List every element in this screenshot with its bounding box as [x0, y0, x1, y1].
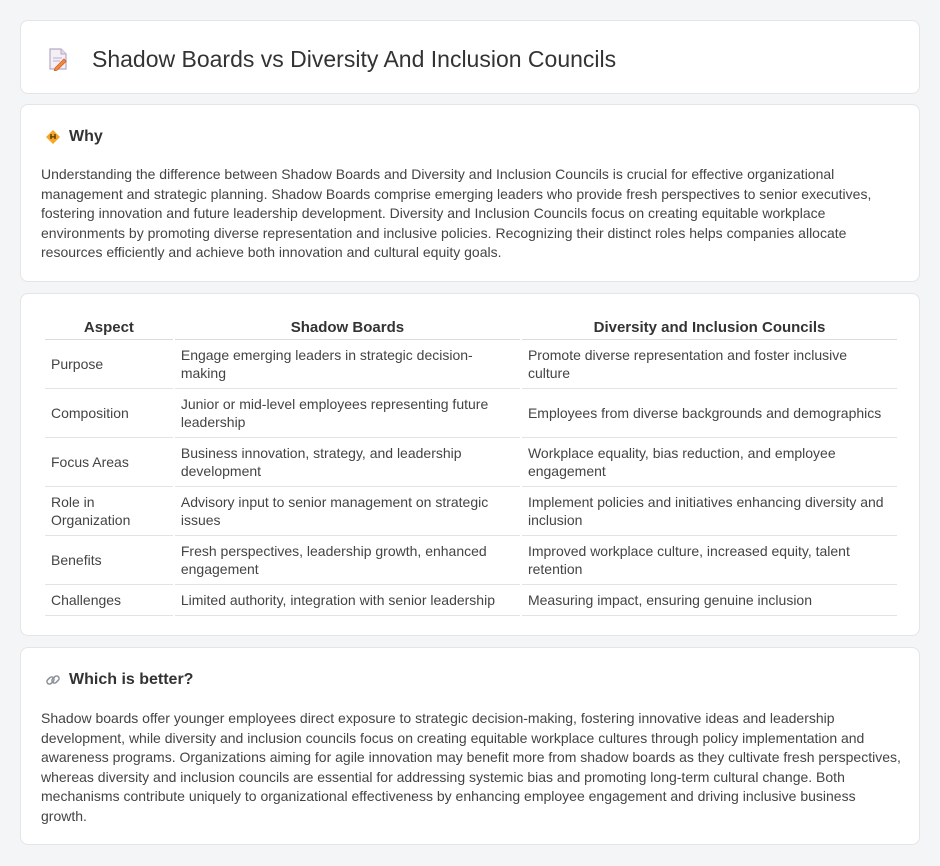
why-heading: Why — [69, 128, 103, 145]
row-di-councils: Measuring impact, ensuring genuine inclusion — [522, 585, 897, 616]
row-di-councils: Implement policies and initiatives enhancing diversity and inclusion — [522, 487, 897, 536]
better-heading: Which is better? — [69, 671, 194, 688]
table-row — [45, 340, 897, 389]
row-shadow-boards: Junior or mid-level employees representing future leadership — [175, 389, 520, 438]
row-aspect: Benefits — [45, 536, 173, 585]
comparison-table — [43, 316, 899, 616]
diamond-warning-icon — [45, 129, 61, 145]
row-shadow-boards: Advisory input to senior management on strategic issues — [175, 487, 520, 536]
column-header-aspect: Aspect — [45, 316, 173, 340]
why-heading-row — [45, 127, 103, 147]
table-row — [45, 487, 897, 536]
link-icon — [45, 672, 61, 688]
why-section — [20, 104, 920, 282]
why-body: Understanding the difference between Shadow Boards and Diversity and Inclusion Councils is crucial for effective organizational management and strategic planning. Shadow Boards comprise emerging leaders who provide fresh perspectives to senior executives, fostering innovation and future leadership development. Diversity and Inclusion Councils focus on creating equitable workplace environments by promoting diverse representation and inclusive policies. Recognizing their distinct roles helps companies allocate resources efficiently and achieve both innovation and cultural equity goals. — [41, 166, 872, 260]
document-pencil-icon — [47, 47, 69, 71]
page-title: Shadow Boards vs Diversity And Inclusion Councils — [92, 46, 617, 72]
row-di-councils: Workplace equality, bias reduction, and employee engagement — [522, 438, 897, 487]
row-shadow-boards: Fresh perspectives, leadership growth, enhanced engagement — [175, 536, 520, 585]
row-aspect: Focus Areas — [45, 438, 173, 487]
row-aspect: Challenges — [45, 585, 173, 616]
better-heading-row — [45, 670, 193, 690]
better-body: Shadow boards offer younger employees direct exposure to strategic decision-making, fostering innovative ideas and leadership development, while diversity and inclusion councils focus on creating equitable workplace cultures through policy implementation and awareness programs. Organizations aiming for agile innovation may benefit more from shadow boards as they cultivate fresh perspectives, whereas diversity and inclusion councils are essential for addressing systemic bias and promoting long-term cultural change. Both mechanisms contribute uniquely to organizational effectiveness by enhancing employee engagement and driving inclusive business growth. — [41, 710, 901, 824]
table-row — [45, 585, 897, 616]
row-shadow-boards: Business innovation, strategy, and leadership development — [175, 438, 520, 487]
row-shadow-boards: Limited authority, integration with senior leadership — [175, 585, 520, 616]
table-row — [45, 438, 897, 487]
table-row — [45, 536, 897, 585]
column-header-shadow-boards: Shadow Boards — [175, 316, 520, 340]
row-aspect: Purpose — [45, 340, 173, 389]
comparison-table-card — [20, 293, 920, 636]
which-is-better-section — [20, 647, 920, 845]
column-header-di-councils: Diversity and Inclusion Councils — [522, 316, 897, 340]
title-card — [20, 20, 920, 94]
table-header-row — [45, 316, 897, 340]
row-di-councils: Improved workplace culture, increased equity, talent retention — [522, 536, 897, 585]
table-row — [45, 389, 897, 438]
row-aspect: Role in Organization — [45, 487, 173, 536]
row-aspect: Composition — [45, 389, 173, 438]
row-di-councils: Promote diverse representation and foster inclusive culture — [522, 340, 897, 389]
row-shadow-boards: Engage emerging leaders in strategic decision-making — [175, 340, 520, 389]
row-di-councils: Employees from diverse backgrounds and demographics — [522, 389, 897, 438]
